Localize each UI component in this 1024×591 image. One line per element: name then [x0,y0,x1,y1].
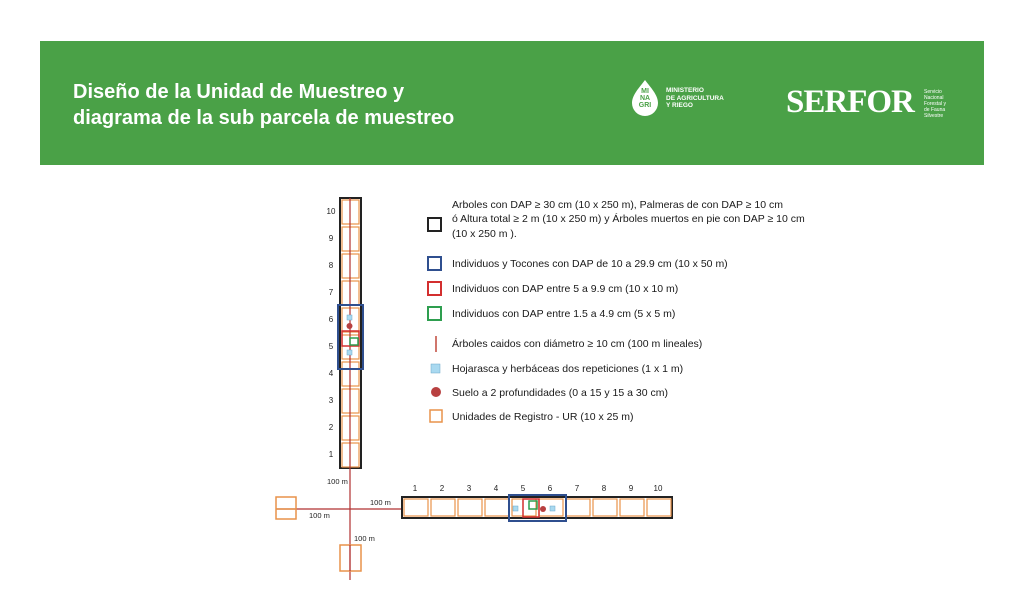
legend-item-4: Individuos con DAP entre 1.5 a 4.9 cm (5 x 5 m) [452,308,676,320]
ur-cell-horizontal-7 [566,499,590,516]
horizontal-number-3: 3 [466,484,472,493]
legend-item-5: Árboles caidos con diámetro ≥ 10 cm (100 m lineales) [452,338,703,350]
vertical-strip [327,198,363,580]
ur-cell-horizontal-10 [647,499,671,516]
horizontal-litter-plot-right [550,506,555,511]
horizontal-number-1: 1 [412,484,418,493]
horizontal-number-2: 2 [439,484,445,493]
vertical-number-3: 3 [328,396,334,405]
distance-label-bottom: 100 m [354,534,375,543]
minagri-logo-text: MI NA GRI [638,88,652,109]
legend-item-8: Unidades de Registro - UR (10 x 25 m) [452,411,634,423]
horizontal-number-6: 6 [547,484,553,493]
legend-red-circle-icon [431,387,441,397]
vertical-soil-point [347,323,353,329]
legend-item-1-line-1: Arboles con DAP ≥ 30 cm (10 x 250 m), Palmeras de con DAP ≥ 10 cm [452,199,783,211]
vertical-green-subplot [350,338,358,345]
legend-item-6: Hojarasca y herbáceas dos repeticiones (1 x 1 m) [452,363,684,375]
vertical-number-6: 6 [328,315,334,324]
horizontal-strip [402,484,672,521]
serfor-wordmark: SERFOR [786,84,914,120]
vertical-litter-plot-top [347,315,352,320]
legend-item-3: Individuos con DAP entre 5 a 9.9 cm (10 x 10 m) [452,283,679,295]
vertical-litter-plot-bottom [347,350,352,355]
horizontal-number-8: 8 [601,484,607,493]
horizontal-soil-point [540,506,546,512]
vertical-number-7: 7 [328,288,334,297]
legend-black-square-icon [428,218,441,231]
vertical-number-2: 2 [328,423,334,432]
legend-green-square-icon [428,307,441,320]
horizontal-number-4: 4 [493,484,499,493]
vertical-number-10: 10 [326,207,336,216]
vertical-number-5: 5 [328,342,334,351]
vertical-number-8: 8 [328,261,334,270]
legend-red-square-icon [428,282,441,295]
legend-item-1-line-2: ó Altura total ≥ 2 m (10 x 250 m) y Árboles muertos en pie con DAP ≥ 10 cm [452,213,805,225]
distance-label-right: 100 m [370,498,391,507]
left-ur-cell [276,497,296,519]
legend-blue-square-icon [428,257,441,270]
serfor-subtitle: Servicio Nacional Forestal y de Fauna Silvestre [924,89,946,119]
ur-cell-horizontal-3 [458,499,482,516]
legend-light-blue-square-icon [431,364,440,373]
distance-label-left: 100 m [309,511,330,520]
center-cross [276,477,402,571]
vertical-numbers [327,207,336,459]
ur-cell-horizontal-2 [431,499,455,516]
ur-cell-horizontal-4 [485,499,509,516]
legend-item-1-line-3: (10 x 250 m ). [452,228,517,240]
ur-cell-horizontal-1 [404,499,428,516]
horizontal-number-5: 5 [520,484,526,493]
horizontal-litter-plot-left [513,506,518,511]
title-line-2: diagrama de la sub parcela de muestreo [73,107,455,129]
horizontal-number-9: 9 [628,484,634,493]
legend-item-7: Suelo a 2 profundidades (0 a 15 y 15 a 30 cm) [452,387,668,399]
ministry-name: MINISTERIO DE AGRICULTURA Y RIEGO [666,87,724,109]
horizontal-number-10: 10 [653,484,663,493]
horizontal-numbers [413,484,663,493]
vertical-number-1: 1 [328,450,334,459]
vertical-number-4: 4 [328,369,334,378]
legend [428,199,805,423]
ur-cell-horizontal-9 [620,499,644,516]
legend-orange-square-icon [430,410,442,422]
horizontal-number-7: 7 [574,484,580,493]
title-line-1: Diseño de la Unidad de Muestreo y [73,81,405,103]
ur-cell-horizontal-8 [593,499,617,516]
distance-label-vertical: 100 m [327,477,348,486]
vertical-number-9: 9 [328,234,334,243]
legend-item-2: Individuos y Tocones con DAP de 10 a 29.9 cm (10 x 50 m) [452,258,728,270]
